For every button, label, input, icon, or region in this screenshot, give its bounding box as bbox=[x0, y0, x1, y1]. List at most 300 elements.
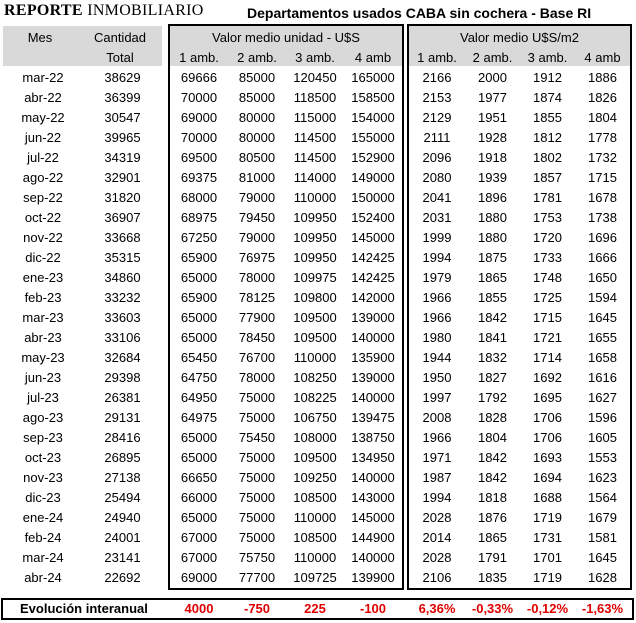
table-row bbox=[3, 427, 162, 447]
cell-unidad-3amb: 114500 bbox=[293, 149, 337, 165]
cell-unidad-1amb: 65000 bbox=[180, 429, 218, 445]
table-row bbox=[3, 187, 162, 207]
cell-m2-4amb: 1715 bbox=[588, 169, 617, 185]
cell-unidad-1amb: 69000 bbox=[180, 109, 218, 125]
cell-unidad-3amb: 109500 bbox=[293, 309, 337, 325]
footer-label: Evolución interanual bbox=[20, 601, 148, 616]
cell-unidad-3amb: 114500 bbox=[293, 129, 337, 145]
cell-unidad-1amb: 67000 bbox=[180, 529, 218, 545]
cell-unidad-1amb: 65000 bbox=[180, 269, 218, 285]
cell-unidad-3amb: 120450 bbox=[293, 69, 337, 85]
cell-m2-3amb: 1706 bbox=[533, 429, 562, 445]
cell-m2-3amb: 1721 bbox=[533, 329, 562, 345]
cell-m2-2amb: 1865 bbox=[478, 529, 507, 545]
cell-unidad-1amb: 65450 bbox=[180, 349, 218, 365]
cell-m2-2amb: 1918 bbox=[478, 149, 507, 165]
cell-unidad-3amb: 109500 bbox=[293, 329, 337, 345]
cell-m2-3amb: 1694 bbox=[533, 469, 562, 485]
table-row bbox=[3, 247, 162, 267]
cell-unidad-4amb: 140000 bbox=[351, 549, 395, 565]
cell-unidad-2amb: 85000 bbox=[238, 69, 276, 85]
cell-m2-1amb: 2111 bbox=[423, 129, 451, 145]
cell-m2-3amb: 1857 bbox=[533, 169, 562, 185]
cell-m2-1amb: 1966 bbox=[422, 309, 452, 325]
brand-word-inmobiliario: INMOBILIARIO bbox=[82, 2, 204, 19]
cell-m2-2amb: 1865 bbox=[478, 269, 507, 285]
cell-cantidad: 35315 bbox=[104, 249, 141, 265]
cell-unidad-4amb: 145000 bbox=[351, 509, 395, 525]
header-group-m2: Valor medio U$S/m2 bbox=[460, 30, 579, 45]
cell-m2-2amb: 1841 bbox=[478, 329, 507, 345]
cell-cantidad: 31820 bbox=[104, 189, 141, 205]
cell-unidad-1amb: 65000 bbox=[180, 329, 218, 345]
cell-unidad-1amb: 69375 bbox=[180, 169, 218, 185]
table-row bbox=[3, 327, 162, 347]
cell-mes: sep-22 bbox=[23, 189, 63, 205]
cell-mes: dic-22 bbox=[25, 249, 61, 265]
header-m2-4amb: 4 amb bbox=[584, 50, 621, 65]
cell-cantidad: 23141 bbox=[104, 549, 141, 565]
table-row bbox=[3, 367, 162, 387]
cell-cantidad: 22692 bbox=[104, 569, 141, 585]
cell-m2-1amb: 1999 bbox=[422, 229, 452, 245]
cell-unidad-4amb: 142000 bbox=[351, 289, 395, 305]
cell-unidad-4amb: 143000 bbox=[351, 489, 395, 505]
cell-mes: may-23 bbox=[21, 349, 65, 365]
cell-m2-2amb: 1977 bbox=[478, 89, 507, 105]
cell-m2-3amb: 1812 bbox=[533, 129, 562, 145]
cell-unidad-3amb: 110000 bbox=[293, 549, 337, 565]
cell-m2-2amb: 1951 bbox=[478, 109, 507, 125]
cell-unidad-2amb: 75750 bbox=[238, 549, 276, 565]
cell-unidad-2amb: 78000 bbox=[238, 369, 276, 385]
cell-m2-1amb: 2080 bbox=[422, 169, 452, 185]
cell-cantidad: 32901 bbox=[104, 169, 141, 185]
cell-m2-4amb: 1826 bbox=[588, 89, 617, 105]
m2-group-border bbox=[407, 24, 632, 590]
cell-unidad-2amb: 78000 bbox=[238, 269, 276, 285]
cell-unidad-3amb: 110000 bbox=[293, 509, 337, 525]
table-row bbox=[3, 467, 162, 487]
cell-m2-3amb: 1706 bbox=[533, 409, 562, 425]
header-m2-3amb: 3 amb. bbox=[527, 50, 568, 65]
cell-m2-2amb: 1804 bbox=[478, 429, 507, 445]
cell-m2-4amb: 1645 bbox=[588, 309, 617, 325]
cell-m2-1amb: 1994 bbox=[422, 489, 452, 505]
table-mes-cantidad bbox=[3, 67, 162, 587]
brand-word-reporte: REPORTE bbox=[4, 2, 83, 19]
cell-m2-1amb: 1971 bbox=[422, 449, 452, 465]
cell-m2-3amb: 1693 bbox=[533, 449, 562, 465]
cell-unidad-1amb: 68000 bbox=[180, 189, 218, 205]
header-cantidad: Cantidad bbox=[93, 30, 147, 45]
table-row bbox=[3, 527, 162, 547]
cell-unidad-1amb: 65000 bbox=[180, 449, 218, 465]
table-row bbox=[3, 127, 162, 147]
table-row bbox=[3, 547, 162, 567]
cell-unidad-4amb: 150000 bbox=[351, 189, 395, 205]
cell-m2-4amb: 1616 bbox=[588, 369, 617, 385]
cell-unidad-4amb: 149000 bbox=[351, 169, 395, 185]
cell-m2-4amb: 1679 bbox=[588, 509, 617, 525]
cell-unidad-3amb: 108500 bbox=[293, 489, 337, 505]
table-row bbox=[3, 507, 162, 527]
cell-unidad-4amb: 140000 bbox=[351, 469, 395, 485]
cell-m2-4amb: 1623 bbox=[588, 469, 617, 485]
cell-m2-3amb: 1912 bbox=[533, 69, 562, 85]
table-row bbox=[3, 107, 162, 127]
cell-unidad-4amb: 142425 bbox=[351, 249, 395, 265]
footer-m2-2amb: -0,33% bbox=[471, 601, 514, 616]
report-title: Departamentos usados CABA sin cochera - Base RI bbox=[247, 5, 592, 21]
cell-m2-3amb: 1731 bbox=[533, 529, 562, 545]
cell-unidad-1amb: 64975 bbox=[180, 409, 218, 425]
cell-unidad-4amb: 144900 bbox=[351, 529, 395, 545]
cell-mes: mar-24 bbox=[22, 549, 64, 565]
cell-m2-4amb: 1650 bbox=[588, 269, 617, 285]
cell-cantidad: 36907 bbox=[104, 209, 141, 225]
cell-m2-2amb: 1880 bbox=[478, 209, 507, 225]
cell-cantidad: 30547 bbox=[104, 109, 141, 125]
cell-unidad-3amb: 109800 bbox=[293, 289, 337, 305]
cell-unidad-2amb: 75450 bbox=[238, 429, 276, 445]
cell-mes: jul-23 bbox=[27, 389, 59, 405]
cell-mes: may-22 bbox=[21, 109, 65, 125]
cell-m2-1amb: 2041 bbox=[422, 189, 452, 205]
cell-unidad-2amb: 75000 bbox=[238, 389, 276, 405]
table-row bbox=[3, 387, 162, 407]
cell-m2-1amb: 1980 bbox=[422, 329, 452, 345]
cell-m2-3amb: 1719 bbox=[533, 509, 562, 525]
cell-cantidad: 24940 bbox=[104, 509, 141, 525]
cell-m2-3amb: 1720 bbox=[533, 229, 562, 245]
cell-m2-3amb: 1719 bbox=[533, 569, 562, 585]
table-row bbox=[3, 347, 162, 367]
cell-m2-2amb: 1875 bbox=[478, 249, 507, 265]
header-unidad-4amb: 4 amb bbox=[354, 50, 392, 65]
cell-unidad-4amb: 140000 bbox=[351, 329, 395, 345]
cell-m2-1amb: 1979 bbox=[422, 269, 452, 285]
cell-m2-3amb: 1692 bbox=[533, 369, 562, 385]
cell-m2-4amb: 1738 bbox=[588, 209, 617, 225]
cell-unidad-3amb: 109975 bbox=[293, 269, 337, 285]
cell-mes: sep-23 bbox=[23, 429, 63, 445]
cell-unidad-1amb: 65900 bbox=[180, 289, 218, 305]
header-group-unidad: Valor medio unidad - U$S bbox=[212, 30, 360, 45]
cell-m2-4amb: 1581 bbox=[588, 529, 617, 545]
cell-unidad-1amb: 64950 bbox=[180, 389, 218, 405]
header-unidad-3amb: 3 amb. bbox=[295, 50, 335, 65]
cell-m2-4amb: 1596 bbox=[588, 409, 617, 425]
cell-mes: oct-23 bbox=[24, 449, 62, 465]
header-mes: Mes bbox=[27, 30, 53, 45]
header-unidad-2amb: 2 amb. bbox=[237, 50, 277, 65]
cell-m2-3amb: 1733 bbox=[533, 249, 562, 265]
cell-unidad-3amb: 110000 bbox=[293, 189, 337, 205]
footer-m2-3amb: -0,12% bbox=[526, 601, 569, 616]
cell-m2-3amb: 1855 bbox=[533, 109, 562, 125]
cell-cantidad: 24001 bbox=[104, 529, 141, 545]
cell-m2-2amb: 1792 bbox=[478, 389, 507, 405]
cell-cantidad: 29398 bbox=[104, 369, 141, 385]
cell-m2-1amb: 1966 bbox=[422, 429, 452, 445]
cell-unidad-3amb: 108000 bbox=[293, 429, 337, 445]
cell-m2-4amb: 1886 bbox=[588, 69, 617, 85]
cell-unidad-4amb: 135900 bbox=[351, 349, 395, 365]
cell-unidad-4amb: 165000 bbox=[351, 69, 395, 85]
cell-mes: abr-23 bbox=[24, 329, 62, 345]
cell-m2-2amb: 1842 bbox=[478, 449, 507, 465]
cell-unidad-3amb: 109250 bbox=[293, 469, 337, 485]
cell-unidad-2amb: 78450 bbox=[238, 329, 276, 345]
cell-mes: ago-22 bbox=[22, 169, 64, 185]
table-row bbox=[3, 147, 162, 167]
cell-unidad-1amb: 69666 bbox=[180, 69, 218, 85]
header-unidad-1amb: 1 amb. bbox=[179, 50, 219, 65]
cell-cantidad: 26381 bbox=[104, 389, 141, 405]
cell-m2-1amb: 1997 bbox=[422, 389, 452, 405]
cell-unidad-3amb: 106750 bbox=[293, 409, 337, 425]
cell-mes: abr-22 bbox=[24, 89, 62, 105]
table-row bbox=[3, 227, 162, 247]
cell-m2-3amb: 1715 bbox=[533, 309, 562, 325]
cell-mes: ago-23 bbox=[22, 409, 64, 425]
cell-m2-4amb: 1804 bbox=[588, 109, 617, 125]
cell-cantidad: 25494 bbox=[104, 489, 141, 505]
cell-unidad-3amb: 109950 bbox=[293, 209, 337, 225]
cell-unidad-4amb: 138750 bbox=[351, 429, 395, 445]
cell-cantidad: 29131 bbox=[104, 409, 141, 425]
cell-m2-2amb: 1855 bbox=[478, 289, 507, 305]
cell-m2-1amb: 2153 bbox=[422, 89, 452, 105]
cell-m2-2amb: 1818 bbox=[478, 489, 507, 505]
cell-m2-2amb: 1842 bbox=[478, 309, 507, 325]
cell-unidad-4amb: 139000 bbox=[351, 309, 395, 325]
table-row bbox=[3, 267, 162, 287]
cell-cantidad: 33668 bbox=[104, 229, 141, 245]
cell-m2-2amb: 1828 bbox=[478, 409, 507, 425]
cell-unidad-3amb: 108250 bbox=[293, 369, 337, 385]
cell-m2-4amb: 1628 bbox=[588, 569, 617, 585]
cell-unidad-2amb: 79000 bbox=[238, 229, 276, 245]
cell-unidad-2amb: 77700 bbox=[238, 569, 276, 585]
cell-unidad-1amb: 66650 bbox=[180, 469, 218, 485]
cell-m2-3amb: 1688 bbox=[533, 489, 562, 505]
table-row bbox=[3, 287, 162, 307]
cell-unidad-1amb: 66000 bbox=[180, 489, 218, 505]
cell-m2-3amb: 1802 bbox=[533, 149, 562, 165]
cell-mes: nov-23 bbox=[23, 469, 63, 485]
cell-unidad-2amb: 78125 bbox=[238, 289, 276, 305]
cell-m2-4amb: 1696 bbox=[588, 229, 617, 245]
cell-m2-3amb: 1701 bbox=[533, 549, 562, 565]
cell-m2-4amb: 1594 bbox=[588, 289, 617, 305]
cell-m2-2amb: 1896 bbox=[478, 189, 507, 205]
cell-mes: ene-23 bbox=[22, 269, 64, 285]
cell-unidad-1amb: 67250 bbox=[180, 229, 218, 245]
cell-m2-3amb: 1725 bbox=[533, 289, 562, 305]
cell-mes: mar-23 bbox=[22, 309, 64, 325]
cell-m2-4amb: 1564 bbox=[588, 489, 617, 505]
cell-unidad-1amb: 68975 bbox=[180, 209, 218, 225]
cell-mes: nov-22 bbox=[23, 229, 63, 245]
cell-unidad-2amb: 80000 bbox=[238, 109, 276, 125]
cell-unidad-2amb: 80000 bbox=[238, 129, 276, 145]
table-row bbox=[3, 67, 162, 87]
cell-unidad-2amb: 75000 bbox=[238, 469, 276, 485]
footer-unidad-2amb: -750 bbox=[243, 601, 271, 616]
cell-unidad-2amb: 75000 bbox=[238, 529, 276, 545]
cell-unidad-2amb: 75000 bbox=[238, 509, 276, 525]
cell-cantidad: 33106 bbox=[104, 329, 141, 345]
footer-m2-4amb: -1,63% bbox=[581, 601, 624, 616]
cell-m2-2amb: 1880 bbox=[478, 229, 507, 245]
cell-unidad-3amb: 114000 bbox=[293, 169, 337, 185]
cell-unidad-2amb: 76700 bbox=[238, 349, 276, 365]
cell-mes: jul-22 bbox=[27, 149, 59, 165]
cell-unidad-1amb: 64750 bbox=[180, 369, 218, 385]
cell-m2-4amb: 1645 bbox=[588, 549, 617, 565]
cell-m2-2amb: 1832 bbox=[478, 349, 507, 365]
table-row bbox=[3, 407, 162, 427]
cell-m2-2amb: 2000 bbox=[478, 69, 507, 85]
cell-unidad-2amb: 75000 bbox=[238, 449, 276, 465]
table-row bbox=[3, 87, 162, 107]
cell-unidad-4amb: 145000 bbox=[351, 229, 395, 245]
cell-unidad-2amb: 85000 bbox=[238, 89, 276, 105]
cell-unidad-4amb: 154000 bbox=[351, 109, 395, 125]
cell-m2-3amb: 1753 bbox=[533, 209, 562, 225]
cell-m2-2amb: 1939 bbox=[478, 169, 507, 185]
table-row bbox=[3, 447, 162, 467]
cell-unidad-1amb: 65000 bbox=[180, 309, 218, 325]
cell-m2-1amb: 2096 bbox=[422, 149, 452, 165]
cell-m2-1amb: 2166 bbox=[422, 69, 452, 85]
cell-cantidad: 34319 bbox=[104, 149, 141, 165]
cell-m2-1amb: 1966 bbox=[422, 289, 452, 305]
table-row bbox=[3, 487, 162, 507]
cell-unidad-2amb: 75000 bbox=[238, 409, 276, 425]
cell-m2-1amb: 2008 bbox=[422, 409, 452, 425]
cell-unidad-4amb: 152400 bbox=[351, 209, 395, 225]
cell-m2-4amb: 1778 bbox=[588, 129, 617, 145]
cell-unidad-4amb: 158500 bbox=[351, 89, 395, 105]
cell-unidad-4amb: 152900 bbox=[351, 149, 395, 165]
cell-cantidad: 38629 bbox=[104, 69, 141, 85]
cell-cantidad: 27138 bbox=[104, 469, 141, 485]
cell-m2-3amb: 1874 bbox=[533, 89, 562, 105]
cell-cantidad: 26895 bbox=[104, 449, 141, 465]
cell-unidad-3amb: 109725 bbox=[293, 569, 337, 585]
cell-m2-1amb: 2014 bbox=[422, 529, 452, 545]
cell-unidad-3amb: 108500 bbox=[293, 529, 337, 545]
cell-cantidad: 33232 bbox=[104, 289, 141, 305]
cell-m2-2amb: 1827 bbox=[478, 369, 507, 385]
cell-m2-4amb: 1678 bbox=[588, 189, 617, 205]
cell-mes: oct-22 bbox=[24, 209, 62, 225]
cell-m2-1amb: 2028 bbox=[422, 509, 452, 525]
cell-m2-2amb: 1835 bbox=[478, 569, 507, 585]
cell-m2-2amb: 1842 bbox=[478, 469, 507, 485]
cell-unidad-3amb: 109500 bbox=[293, 449, 337, 465]
cell-unidad-2amb: 81000 bbox=[238, 169, 276, 185]
cell-m2-4amb: 1605 bbox=[588, 429, 617, 445]
cell-unidad-4amb: 139475 bbox=[351, 409, 395, 425]
cell-unidad-1amb: 65900 bbox=[180, 249, 218, 265]
cell-unidad-2amb: 79450 bbox=[238, 209, 276, 225]
cell-unidad-4amb: 140000 bbox=[351, 389, 395, 405]
cell-m2-3amb: 1714 bbox=[533, 349, 562, 365]
footer-m2-1amb: 6,36% bbox=[418, 601, 456, 616]
cell-unidad-4amb: 139000 bbox=[351, 369, 395, 385]
cell-mes: jun-22 bbox=[24, 129, 62, 145]
cell-m2-1amb: 2031 bbox=[422, 209, 452, 225]
cell-m2-4amb: 1666 bbox=[588, 249, 617, 265]
cell-unidad-1amb: 69500 bbox=[180, 149, 218, 165]
cell-unidad-1amb: 70000 bbox=[180, 129, 218, 145]
cell-mes: mar-22 bbox=[22, 69, 64, 85]
cell-unidad-3amb: 109950 bbox=[293, 249, 337, 265]
cell-m2-2amb: 1876 bbox=[478, 509, 507, 525]
cell-m2-1amb: 1950 bbox=[422, 369, 452, 385]
cell-m2-4amb: 1658 bbox=[588, 349, 617, 365]
cell-unidad-3amb: 115000 bbox=[293, 109, 337, 125]
cell-m2-4amb: 1553 bbox=[588, 449, 617, 465]
cell-unidad-2amb: 79000 bbox=[238, 189, 276, 205]
cell-unidad-2amb: 77900 bbox=[238, 309, 276, 325]
cell-unidad-3amb: 110000 bbox=[293, 349, 337, 365]
cell-m2-3amb: 1695 bbox=[533, 389, 562, 405]
cell-mes: feb-23 bbox=[24, 289, 62, 305]
cell-mes: dic-23 bbox=[25, 489, 61, 505]
cell-m2-4amb: 1732 bbox=[588, 149, 617, 165]
table-row bbox=[3, 307, 162, 327]
header-m2-1amb: 1 amb. bbox=[417, 50, 457, 65]
table-row bbox=[3, 567, 162, 587]
cell-cantidad: 33603 bbox=[104, 309, 141, 325]
cell-unidad-4amb: 142425 bbox=[351, 269, 395, 285]
cell-m2-1amb: 1944 bbox=[422, 349, 452, 365]
unidad-group-border bbox=[168, 24, 404, 590]
header-total: Total bbox=[106, 50, 134, 65]
cell-cantidad: 32684 bbox=[104, 349, 141, 365]
cell-m2-1amb: 1987 bbox=[422, 469, 452, 485]
cell-m2-1amb: 2129 bbox=[422, 109, 452, 125]
cell-unidad-2amb: 80500 bbox=[238, 149, 276, 165]
cell-unidad-2amb: 76975 bbox=[238, 249, 276, 265]
cell-unidad-3amb: 108225 bbox=[293, 389, 337, 405]
cell-m2-2amb: 1928 bbox=[478, 129, 507, 145]
cell-unidad-4amb: 134950 bbox=[351, 449, 395, 465]
cell-unidad-4amb: 139900 bbox=[351, 569, 395, 585]
header-m2-2amb: 2 amb. bbox=[472, 50, 513, 65]
cell-unidad-4amb: 155000 bbox=[351, 129, 395, 145]
cell-m2-1amb: 2106 bbox=[422, 569, 452, 585]
cell-m2-1amb: 2028 bbox=[422, 549, 452, 565]
cell-unidad-1amb: 69000 bbox=[180, 569, 218, 585]
cell-unidad-1amb: 70000 bbox=[180, 89, 218, 105]
cell-m2-2amb: 1791 bbox=[478, 549, 507, 565]
cell-m2-3amb: 1781 bbox=[533, 189, 562, 205]
cell-mes: ene-24 bbox=[22, 509, 64, 525]
footer-unidad-3amb: 225 bbox=[304, 601, 326, 616]
cell-unidad-3amb: 109950 bbox=[293, 229, 337, 245]
cell-mes: feb-24 bbox=[24, 529, 62, 545]
cell-cantidad: 34860 bbox=[104, 269, 141, 285]
cell-mes: abr-24 bbox=[24, 569, 62, 585]
brand-logo bbox=[4, 2, 204, 20]
footer-unidad-1amb: 4000 bbox=[184, 601, 214, 616]
